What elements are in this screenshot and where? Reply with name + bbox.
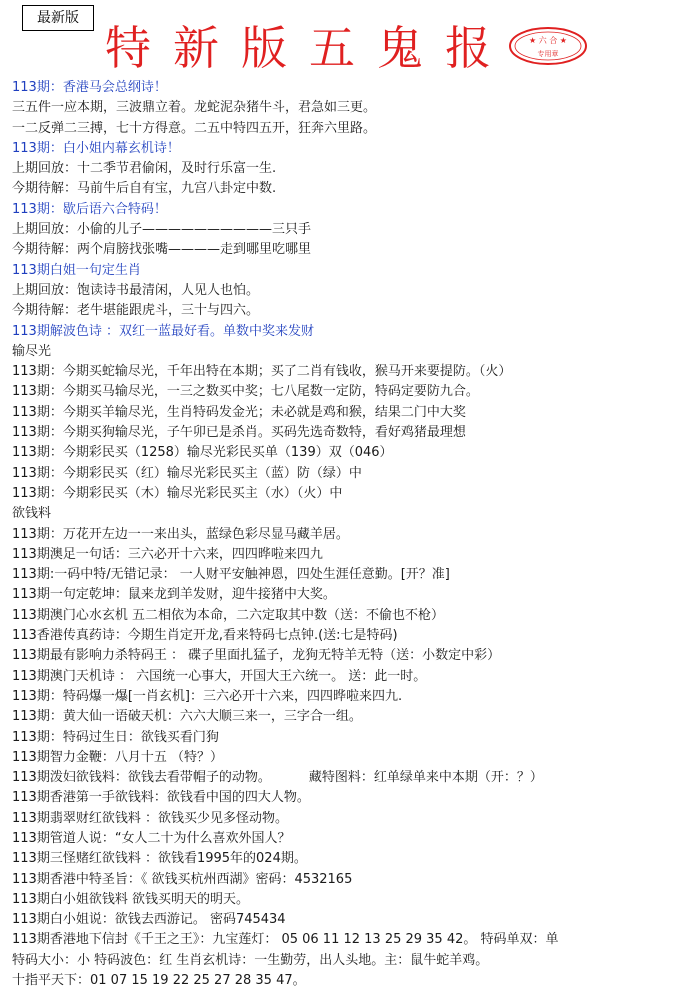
text-line [12, 443, 697, 463]
line-text: 113香港传真药诗：今期生肖定开龙,看来特码七点钟.(送:七是特码) [12, 628, 398, 644]
line-text: 113期：今期买羊输尽光，生肖特码发金光；未必就是鸡和猴，结果二门中大奖 [12, 404, 466, 420]
line-text: 上期回放：小偷的儿子——————————三只手 [12, 222, 312, 238]
line-text: 113期：特码爆一爆[一肖玄机]：三六必开十六来，四四晔啦来四九. [12, 688, 403, 704]
text-line [12, 606, 697, 626]
text-line [12, 849, 697, 869]
text-line [12, 423, 697, 443]
line-text: 113期：黄大仙一语破天机：六六大顺三来一，三字合一组。 [12, 709, 362, 725]
line-text: 113期:一码中特/无错记录： 一人财平安触神恩，四处生涯任意勤。[开？准] [12, 567, 450, 583]
text-line [12, 930, 697, 950]
line-text: 三五件一应本期，三波鼎立着。龙蛇泥杂猪牛斗，君急如三更。 [12, 100, 377, 116]
text-line [12, 728, 697, 748]
text-line [12, 545, 697, 565]
line-text: 113期泼妇欲钱料：欲钱去看带帽子的动物。 [12, 770, 271, 786]
line-text: 一二反弹二三搏，七十方得意。二五中特四五开，狂奔六里路。 [12, 120, 377, 136]
line-text: 113期香港第一手欲钱料：欲钱看中国的四大人物。 [12, 790, 310, 806]
line-text: 113期：白小姐内幕玄机诗！ [12, 140, 180, 156]
line-text: 113期：歇后语六合特码！ [12, 201, 167, 217]
line-text: 今期待解：马前牛后自有宝，九宫八卦定中数. [12, 181, 277, 197]
line-text: 113期：香港马会总纲诗！ [12, 80, 167, 95]
line-text: 欲钱料 [12, 506, 52, 522]
text-line [12, 119, 697, 139]
line-text: 113期白小姐欲钱料 欲钱买明天的明天。 [12, 891, 249, 907]
text-line [12, 748, 697, 768]
text-line [12, 585, 697, 605]
text-line [12, 240, 697, 260]
line-text: 113期：今期买狗输尽光，子午卯已是杀肖。买码先选奇数特，看好鸡猪最理想 [12, 425, 466, 441]
line-text: 今期待解：老牛堪能跟虎斗，三十与四六。 [12, 303, 260, 319]
text-line [12, 200, 697, 220]
line-text: 113期三怪赌红欲钱料 ：欲钱看1995年的024期。 [12, 851, 307, 867]
text-line [12, 687, 697, 707]
text-line [12, 565, 697, 585]
seal-stamp [508, 26, 588, 66]
line-extra-text: 藏特图料：红单绿单来中本期（开：？） [308, 770, 543, 786]
text-line [12, 98, 697, 118]
line-text: 今期待解：两个肩膀找张嘴————走到哪里吃哪里 [12, 242, 312, 258]
text-line [12, 829, 697, 849]
content-lines [12, 78, 697, 991]
text-line [12, 220, 697, 240]
text-line [12, 870, 697, 890]
text-line [12, 890, 697, 910]
text-line [12, 910, 697, 930]
line-text: 113期一句定乾坤：鼠来龙到羊发财，迎牛接猪中大奖。 [12, 587, 336, 603]
text-line [12, 951, 697, 971]
text-line [12, 707, 697, 727]
line-text: 113期智力金鞭：八月十五 （特？） [12, 749, 223, 765]
text-line [12, 322, 697, 342]
line-text: 输尽光 [12, 343, 52, 359]
text-line [12, 261, 697, 281]
line-text: 特码大小：小 特码波色：红 生肖玄机诗：一生勤劳，出人头地。主：鼠牛蛇羊鸡。 [12, 952, 489, 968]
line-text: 113期翡翠财红欲钱料 ：欲钱买少见多怪动物。 [12, 810, 288, 826]
line-text: 十指平天下：01 07 15 19 22 25 27 28 35 47。 [12, 973, 306, 989]
text-line [12, 788, 697, 808]
text-line [12, 464, 697, 484]
line-text: 上期回放：十二季节君偷闲，及时行乐富一生. [12, 161, 277, 177]
line-text: 113期：今期彩民买（1258）输尽光彩民买单（139）双（046） [12, 445, 393, 461]
line-text: 113期：今期买蛇输尽光，千年出特在本期；买了二肖有钱收，猴马开来要提防。（火） [12, 364, 512, 380]
text-line [12, 646, 697, 666]
line-text: 113期：万花开左边一一来出头，蓝绿色彩尽显马藏羊居。 [12, 526, 349, 542]
line-text: 113期白姐一句定生肖 [12, 262, 141, 278]
text-line [12, 971, 697, 991]
line-text: 113期：今期彩民买（红）输尽光彩民买主（蓝）防（绿）中 [12, 465, 362, 481]
line-text: 113期香港中特圣旨：《 欲钱买杭州西湖》密码：4532165 [12, 871, 353, 887]
text-line [12, 382, 697, 402]
line-text: 113期澳门天机诗 ： 六国统一心事大，开国大王六统一。 送：此一时。 [12, 668, 427, 684]
line-text: 113期香港地下信封《千王之王》：九宝莲灯： 05 06 11 12 13 25 29 35 42。 特码单双：单 [12, 932, 559, 948]
page-title: 特新版五鬼报 [105, 21, 513, 75]
text-line [12, 484, 697, 504]
text-line [12, 301, 697, 321]
text-line [12, 281, 697, 301]
text-line [12, 626, 697, 646]
line-text: 113期：今期买马输尽光，一三之数买中奖；七八尾数一定防，特码定要防九合。 [12, 384, 479, 400]
text-line [12, 362, 697, 382]
line-text: 上期回放：饱读诗书最清闲，人见人也怕。 [12, 282, 260, 298]
text-line [12, 809, 697, 829]
line-text: 113期：特码过生日：欲钱买看门狗 [12, 729, 219, 745]
line-text: 113期澳足一句话：三六必开十六来，四四晔啦来四九 [12, 546, 323, 562]
text-line [12, 667, 697, 687]
text-line [12, 342, 697, 362]
text-line [12, 504, 697, 524]
text-line [12, 403, 697, 423]
svg-text:专用章: 专用章 [537, 50, 559, 58]
text-line [12, 179, 697, 199]
svg-text:★ 六 合 ★: ★ 六 合 ★ [529, 36, 567, 45]
text-line [12, 139, 697, 159]
text-line [12, 78, 697, 98]
version-tag: 最新版 [22, 5, 94, 31]
line-text: 113期管道人说：“女人二十为什么喜欢外国人？ [12, 830, 291, 846]
line-text: 113期澳门心水玄机 五二相依为本命，二六定取其中数（送：不偷也不枪） [12, 607, 444, 623]
line-text: 113期白小姐说：欲钱去西游记。 密码745434 [12, 912, 286, 928]
text-line [12, 525, 697, 545]
text-line [12, 768, 697, 788]
text-line [12, 159, 697, 179]
line-text: 113期：今期彩民买（木）输尽光彩民买主（水）（火）中 [12, 485, 343, 501]
line-text: 113期解波色诗 ：双红一蓝最好看。单数中奖来发财 [12, 323, 314, 339]
line-text: 113期最有影响力杀特码王 ： 碟子里面扎猛子，龙狗无特羊无特（送：小数定中彩） [12, 648, 501, 664]
